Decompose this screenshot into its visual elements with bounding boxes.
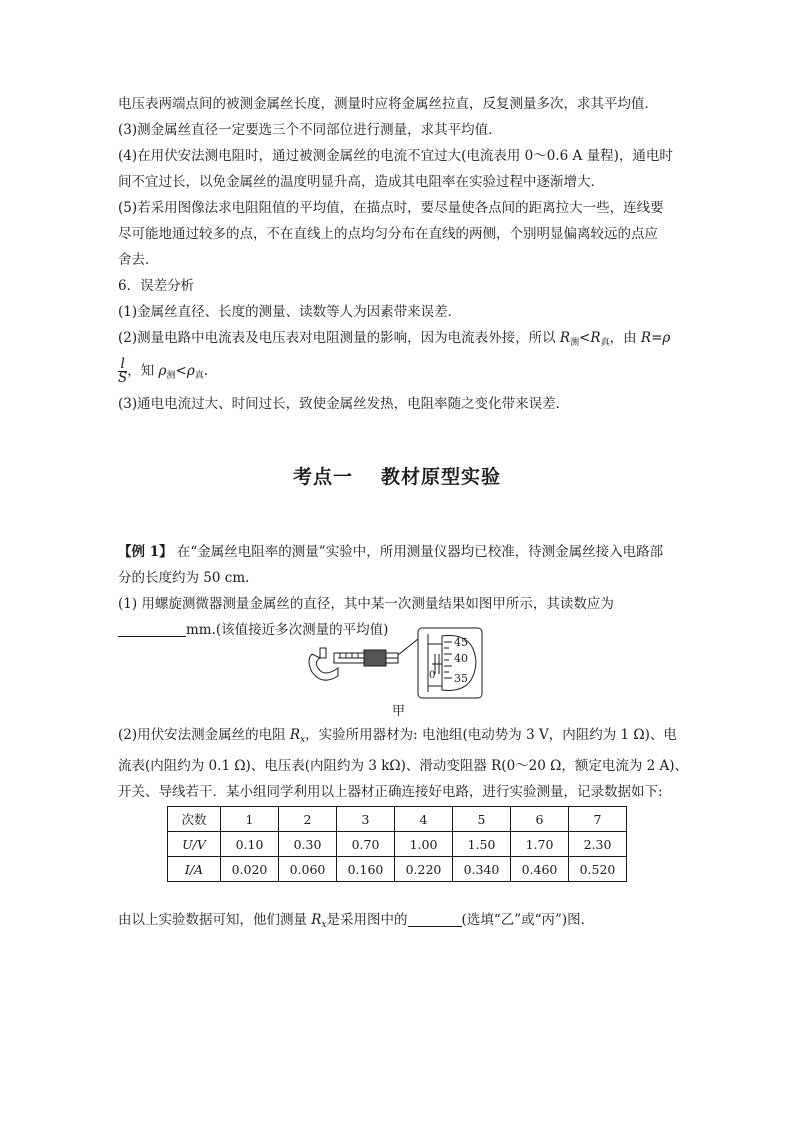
table-cell: 0.220 [395, 857, 453, 882]
symbol-r: R [640, 330, 652, 346]
measurement-table [167, 806, 627, 882]
answer-blank[interactable] [118, 620, 186, 637]
table-row [168, 807, 627, 832]
text-line: 电压表两端点间的被测金属丝长度，测量时应将金属丝拉直，反复测量多次，求其平均值． [118, 96, 658, 112]
table-cell: 4 [395, 807, 453, 832]
question-1-line: (1) 用螺旋测微器测量金属丝的直径，其中某一次测量结果如图甲所示，其读数应为 [118, 596, 614, 612]
table-cell: 5 [453, 807, 511, 832]
text-line: (1)金属丝直径、长度的测量、读数等人为因素带来误差． [118, 304, 462, 320]
text-line: 舍去． [118, 252, 159, 268]
table-cell: 0.10 [221, 832, 279, 857]
text-run: ，由 [609, 330, 641, 346]
table-cell: 0.460 [511, 857, 569, 882]
text-run: 是采用图中的 [326, 912, 408, 928]
table-cell: 0.060 [279, 857, 337, 882]
symbol-r: R [559, 330, 571, 346]
text-line: 间不宜过长，以免金属丝的温度明显升高，造成其电阻率在实验过程中逐渐增大． [118, 174, 604, 190]
less-than: < [579, 330, 591, 346]
text-line: 开关、导线若干．某小组同学利用以上器材正确连接好电路，进行实验测量，记录数据如下: [118, 784, 663, 800]
scale-label: 35 [454, 672, 468, 685]
table-cell: 0.020 [221, 857, 279, 882]
table-cell: 2 [279, 807, 337, 832]
fraction-l-over-s [118, 358, 127, 385]
text-line: (3)通电电流过大、时间过长，致使金属丝发热，电阻率随之变化带来误差． [118, 396, 570, 412]
text-run: ，实验所用器材为: 电池组(电动势为 3 V，内阻约为 1 Ω)、电 [305, 727, 677, 743]
text-line-formula [118, 356, 684, 391]
symbol-r: R [590, 330, 601, 346]
fraction-numerator: l [118, 358, 127, 372]
scale-label: 40 [454, 652, 468, 665]
row-header: 次数 [168, 807, 221, 832]
heading-part-1: 考点一 [292, 466, 353, 488]
section-title-error-analysis: 6．误差分析 [118, 278, 195, 294]
top-paragraphs [118, 91, 684, 417]
example-tag: 【例 1】 [118, 544, 173, 560]
scale-zero-label: 0 [429, 670, 436, 681]
row-header: I/A [168, 857, 221, 882]
figure-caption: 甲 [392, 704, 406, 719]
text-run: mm.(该值接近多次测量的平均值) [186, 622, 389, 638]
text-line [118, 722, 684, 753]
table-cell: 0.30 [279, 832, 337, 857]
text-line: 尽可能地通过较多的点，不在直线上的点均匀分布在直线的两侧，个别明显偏离较远的点应 [118, 226, 658, 242]
question-2-paragraph [118, 722, 689, 805]
text-line: 流表(内阻约为 0.1 Ω)、电压表(内阻约为 3 kΩ)、滑动变阻器 R(0～20 Ω，额定电流为 2 A)、 [118, 758, 689, 774]
fraction-denominator: S [118, 370, 128, 386]
text-run: ，知 [127, 363, 159, 379]
table-cell: 1 [221, 807, 279, 832]
equals: = [651, 330, 663, 346]
subscript: 真 [194, 371, 204, 381]
symbol-rho: ρ [186, 363, 195, 379]
table-cell: 0.70 [337, 832, 395, 857]
text-line-formula [118, 325, 684, 356]
text-run: 由以上实验数据可知，他们测量 [118, 912, 312, 928]
table-cell: 0.340 [453, 857, 511, 882]
subscript: 测 [570, 338, 580, 348]
text-line [118, 907, 684, 938]
table-cell: 2.30 [569, 832, 627, 857]
subscript: 测 [166, 371, 176, 381]
table-cell: 1.00 [395, 832, 453, 857]
symbol-r: R [289, 727, 301, 743]
micrometer-figure [304, 624, 488, 704]
table-cell: 7 [569, 807, 627, 832]
table-cell: 6 [511, 807, 569, 832]
symbol-rho: ρ [662, 330, 671, 346]
symbol-rho: ρ [158, 363, 167, 379]
less-than: < [175, 363, 187, 379]
table-cell: 1.70 [511, 832, 569, 857]
text-run: (选填“乙”或“丙”)图． [461, 912, 595, 928]
text-run: . [203, 363, 209, 379]
question-2-followup [118, 907, 684, 938]
symbol-r: R [311, 912, 322, 928]
text-line [118, 539, 684, 565]
table-cell: 0.520 [569, 857, 627, 882]
row-header: U/V [168, 832, 221, 857]
text-line: (5)若采用图像法求电阻阻值的平均值，在描点时，要尽量使各点间的距离拉大一些，连线要 [118, 200, 664, 216]
heading-part-2: 教材原型实验 [381, 466, 502, 488]
text-run: (2)用伏安法测金属丝的电阻 [118, 727, 290, 743]
table-cell: 0.160 [337, 857, 395, 882]
text-line: 分的长度约为 50 cm. [118, 570, 250, 586]
text-run: (2)测量电路中电流表及电压表对电阻测量的影响，因为电流表外接，所以 [118, 330, 560, 346]
table-row [168, 832, 627, 857]
table-cell: 3 [337, 807, 395, 832]
table-cell: 1.50 [453, 832, 511, 857]
text-run: 在“金属丝电阻率的测量”实验中，所用测量仪器均已校准，待测金属丝接入电路部 [172, 544, 664, 560]
subscript: x [321, 920, 327, 930]
text-line: (3)测金属丝直径一定要选三个不同部位进行测量，求其平均值． [118, 122, 502, 138]
section-heading [0, 462, 794, 489]
subscript: 真 [600, 338, 610, 348]
scale-label: 45 [454, 636, 468, 649]
answer-blank[interactable] [408, 910, 462, 927]
text-line: (4)在用伏安法测电阻时，通过被测金属丝的电流不宜过大(电流表用 0～0.6 A 量程)，通电时 [118, 148, 673, 164]
subscript: x [300, 735, 306, 745]
table-row [168, 857, 627, 882]
